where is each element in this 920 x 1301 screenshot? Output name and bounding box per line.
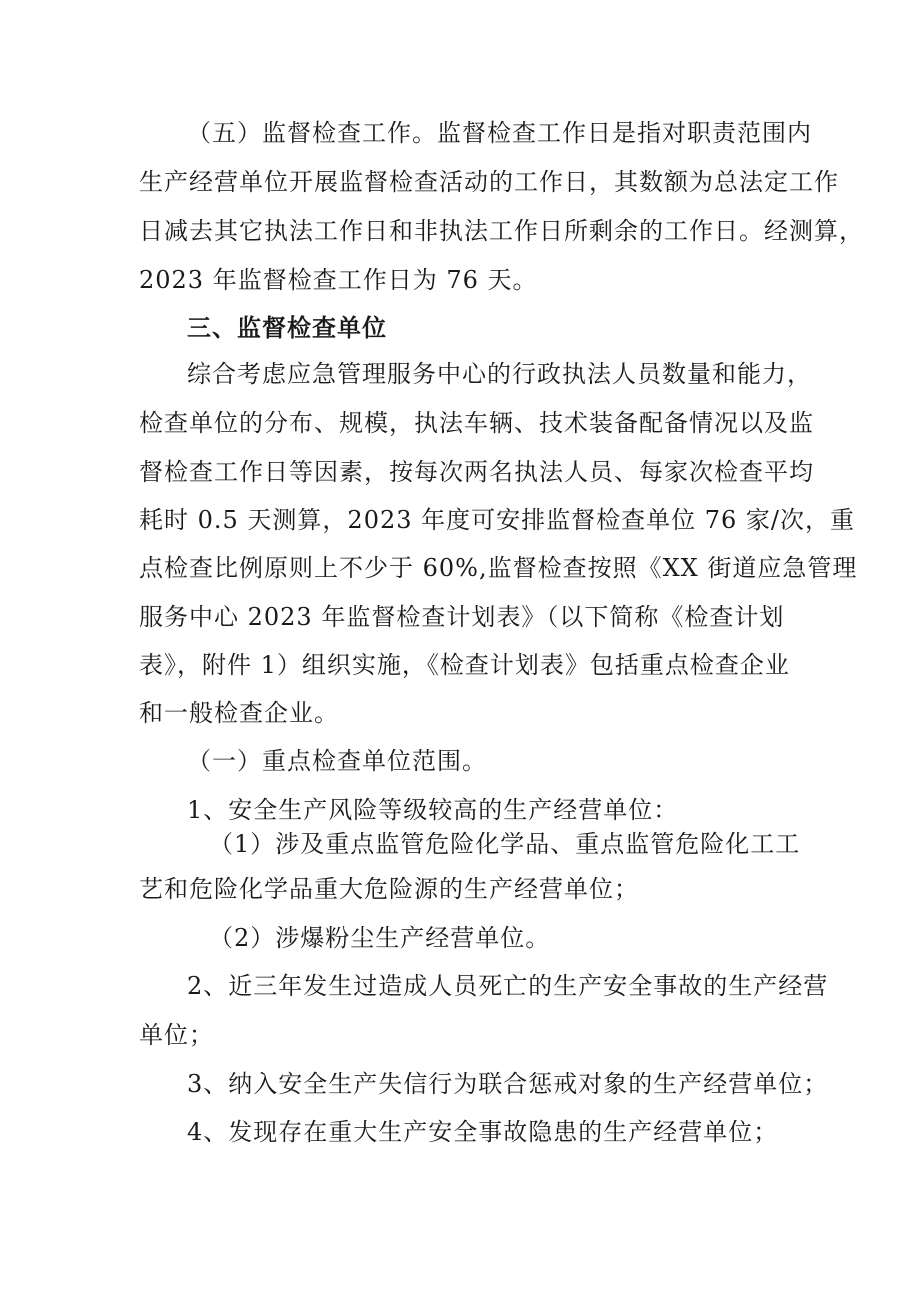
paragraph-line: 表》，附件 1）组织实施，《检查计划表》包括重点检查企业	[139, 651, 790, 679]
list-item: （2）涉爆粉尘生产经营单位。	[209, 924, 551, 952]
list-item: 4、发现存在重大生产安全事故隐患的生产经营单位；	[187, 1118, 779, 1146]
paragraph-line: 耗时 0.5 天测算，2023 年度可安排监督检查单位 76 家/次，重	[139, 506, 856, 534]
section-heading: 三、监督检查单位	[187, 314, 387, 342]
paragraph-line: 和一般检查企业。	[139, 699, 339, 727]
list-item: 1、安全生产风险等级较高的生产经营单位：	[187, 796, 679, 824]
list-item: 3、纳入安全生产失信行为联合惩戒对象的生产经营单位；	[187, 1070, 829, 1098]
paragraph-line: 综合考虑应急管理服务中心的行政执法人员数量和能力，	[187, 360, 812, 388]
paragraph-line: 日减去其它执法工作日和非执法工作日所剩余的工作日。经测算，	[139, 217, 864, 245]
paragraph-line: 督检查工作日等因素，按每次两名执法人员、每家次检查平均	[139, 458, 814, 486]
subsection-heading: （一）重点检查单位范围。	[187, 747, 487, 775]
list-item: 单位；	[139, 1021, 214, 1049]
paragraph-line: 服务中心 2023 年监督检查计划表》（以下简称《检查计划	[139, 603, 785, 631]
paragraph-line: 检查单位的分布、规模，执法车辆、技术装备配备情况以及监	[139, 409, 814, 437]
paragraph-line: 2023 年监督检查工作日为 76 天。	[139, 266, 538, 294]
paragraph-line: （五）监督检查工作。监督检查工作日是指对职责范围内	[187, 119, 812, 147]
paragraph-line: 点检查比例原则上不少于 60%,监督检查按照《XX 街道应急管理	[139, 554, 858, 582]
paragraph-line: 生产经营单位开展监督检查活动的工作日，其数额为总法定工作	[139, 168, 839, 196]
list-item: 2、近三年发生过造成人员死亡的生产安全事故的生产经营	[187, 972, 829, 1000]
list-item: （1）涉及重点监管危险化学品、重点监管危险化工工	[209, 830, 801, 858]
list-item: 艺和危险化学品重大危险源的生产经营单位；	[139, 875, 639, 903]
